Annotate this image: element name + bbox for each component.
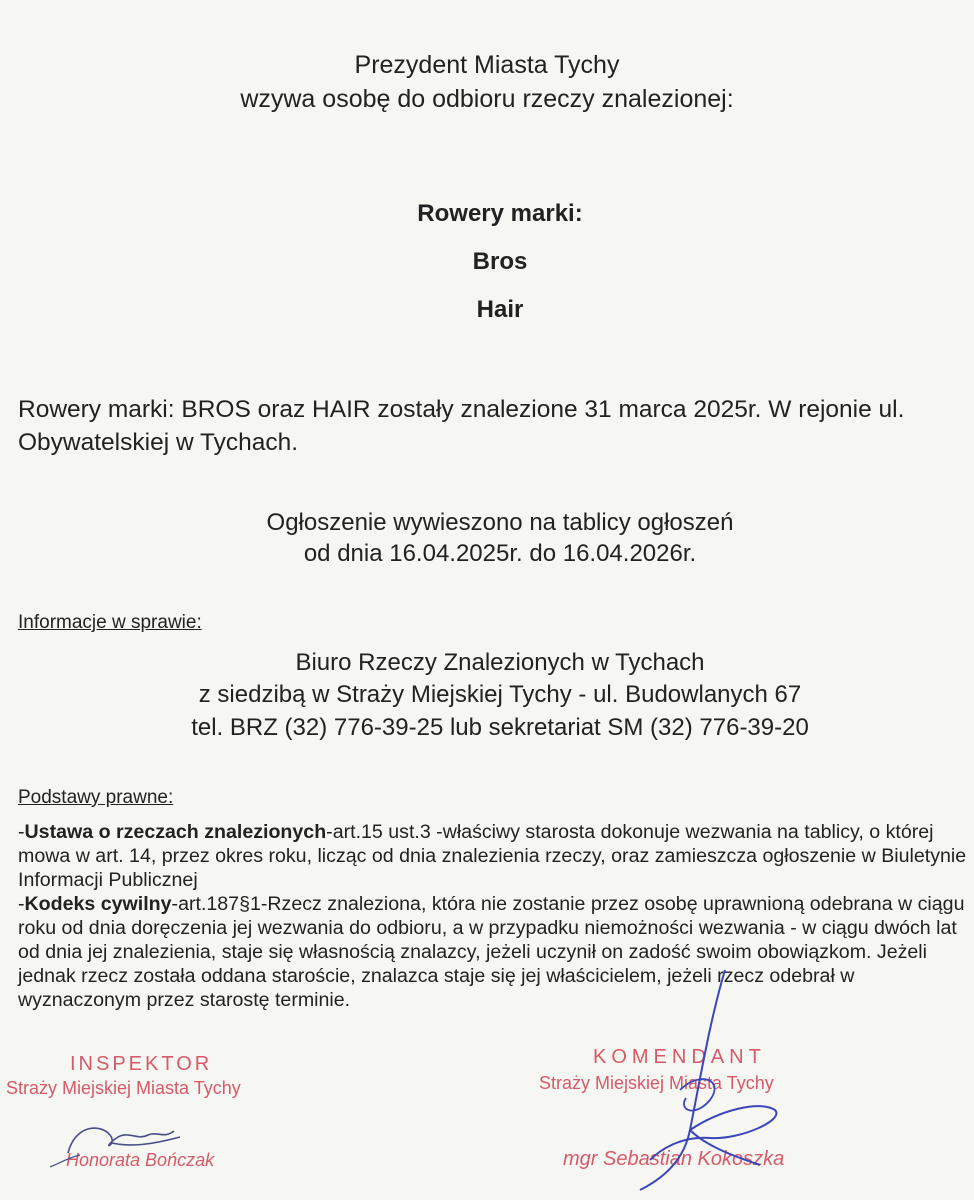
summons-heading: wzywa osobę do odbioru rzeczy znalezionej: xyxy=(240,85,734,113)
info-section-label: Informacje w sprawie: xyxy=(18,612,202,633)
legal-basis-text xyxy=(18,820,968,1012)
left-stamp-name: Honorata Bończak xyxy=(66,1150,215,1170)
office-name: Biuro Rzeczy Znalezionych w Tychach xyxy=(295,649,705,676)
office-phone: tel. BRZ (32) 776-39-25 lub sekretariat SM (32) 776-39-20 xyxy=(191,714,809,741)
office-address: z siedzibą w Straży Miejskiej Tychy - ul. Budowlanych 67 xyxy=(198,681,802,708)
law-text: -art.187§1-Rzecz znaleziona, która nie zostanie przez osobę uprawnioną odebrana w ciągu roku od dnia doręczenia jej wezwania do odbioru, a w przypadku niemożności wezwania - w ciągu dwóch lat od dnia jej znalezienia, staje się własnością znalazcy, jeżeli uczynił on zadość swoim obowiązkom. Jeżeli jednak rzecz została oddana staroście, znalazca staje się jej właścicielem, jeżeli rzecz odebrał w wyznaczonym przez starostę terminie. xyxy=(18,893,965,1011)
left-stamp-organization: Straży Miejskiej Miasta Tychy xyxy=(6,1078,241,1098)
brand-item: Bros xyxy=(472,248,528,275)
right-stamp-organization: Straży Miejskiej Miasta Tychy xyxy=(539,1073,774,1093)
law-title: Ustawa o rzeczach znalezionych xyxy=(24,821,327,843)
law-text: -art.15 ust.3 -właściwy starosta dokonuje wezwania na tablicy, o której mowa w art. 14, przez okres roku, licząc od dnia znalezienia rzeczy, oraz zamieszcza ogłoszenie w Biuletynie Informacji Publicznej xyxy=(18,821,967,891)
brand-item: Hair xyxy=(476,296,524,323)
notice-posted-line: Ogłoszenie wywieszono na tablicy ogłoszeń xyxy=(266,509,734,536)
right-stamp-title: KOMENDANT xyxy=(593,1046,766,1068)
legal-paragraph: -Kodeks cywilny-art.187§1-Rzecz znaleziona, która nie zostanie przez osobę uprawnioną odebrana w ciągu roku od dnia doręczenia jej wezwania do odbioru, a w przypadku niemożności wezwania - w ciągu dwóch lat od dnia jej znalezienia, staje się własnością znalazcy, jeżeli uczynił on zadość swoim obowiązkom. Jeżeli jednak rzecz została oddana staroście, znalazca staje się jej właścicielem, jeżeli rzecz odebrał w wyznaczonym przez starostę terminie. xyxy=(18,893,965,1011)
legal-section-label: Podstawy prawne: xyxy=(18,787,174,808)
left-stamp-title: INSPEKTOR xyxy=(70,1053,213,1075)
right-stamp-name: mgr Sebastian Kokoszka xyxy=(563,1148,785,1170)
items-title: Rowery marki: xyxy=(417,200,583,227)
legal-paragraph: -Ustawa o rzeczach znalezionych-art.15 ust.3 -właściwy starosta dokonuje wezwania na tablicy, o której mowa w art. 14, przez okres roku, licząc od dnia znalezienia rzeczy, oraz zamieszcza ogłoszenie w Biuletynie Informacji Publicznej xyxy=(18,821,967,891)
law-title: Kodeks cywilny xyxy=(24,893,172,915)
issuer-heading: Prezydent Miasta Tychy xyxy=(354,51,620,79)
found-description: Rowery marki: BROS oraz HAIR zostały znalezione 31 marca 2025r. W rejonie ul. Obywatelskiej w Tychach. xyxy=(18,396,905,456)
notice-dates-line: od dnia 16.04.2025r. do 16.04.2026r. xyxy=(303,540,697,567)
